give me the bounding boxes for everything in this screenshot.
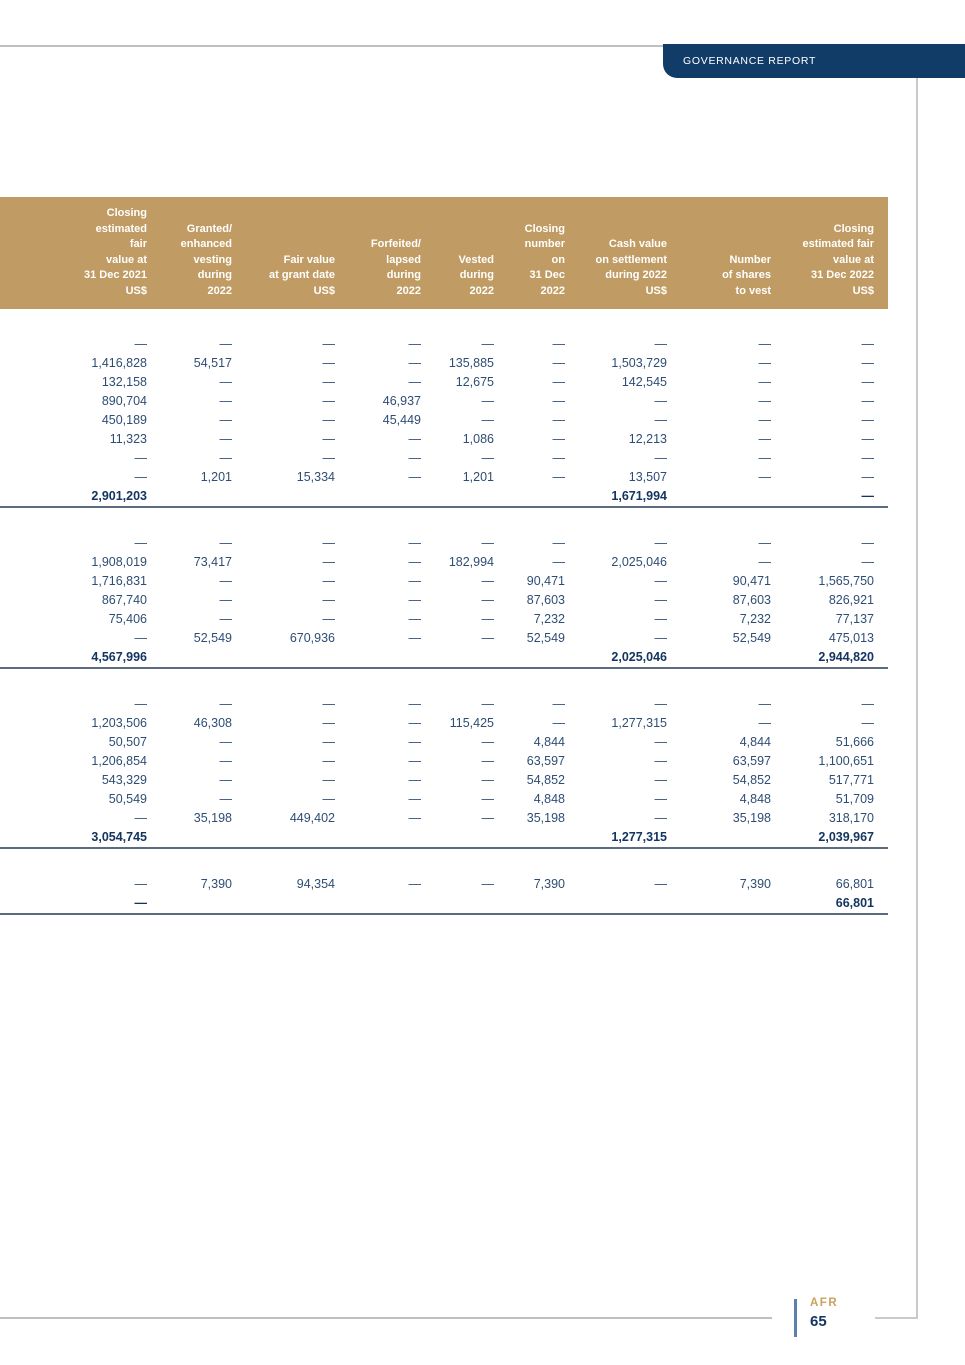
table-cell bbox=[335, 828, 421, 848]
table-cell: — bbox=[861, 451, 874, 465]
table-cell: — bbox=[552, 536, 565, 550]
column-header: Forfeited/ lapsed during 2022 bbox=[335, 197, 421, 309]
table-cell: — bbox=[552, 555, 565, 569]
table-cell bbox=[667, 828, 771, 848]
table-cell: — bbox=[861, 536, 874, 550]
table-cell: — bbox=[861, 470, 874, 484]
table-cell: 2,025,046 bbox=[565, 648, 667, 668]
table-cell: — bbox=[552, 470, 565, 484]
table-cell: — bbox=[322, 356, 335, 370]
column-header: Closing number on 31 Dec 2022 bbox=[494, 197, 565, 309]
table-cell: — bbox=[552, 697, 565, 711]
table-cell: 4,844 bbox=[533, 735, 565, 749]
table-cell: 45,449 bbox=[382, 413, 421, 427]
table-cell: 1,086 bbox=[462, 432, 494, 446]
table-cell: 1,201 bbox=[462, 470, 494, 484]
table-cell: 132,158 bbox=[101, 375, 147, 389]
table-cell: — bbox=[322, 593, 335, 607]
table-cell: — bbox=[408, 792, 421, 806]
table-cell: — bbox=[861, 375, 874, 389]
table-cell: — bbox=[481, 754, 494, 768]
table-cell: — bbox=[322, 432, 335, 446]
column-header: Fair value at grant date US$ bbox=[232, 197, 335, 309]
table-cell: 90,471 bbox=[732, 574, 771, 588]
table-cell: — bbox=[654, 451, 667, 465]
table-row bbox=[0, 629, 888, 648]
table-cell: — bbox=[481, 394, 494, 408]
table-cell: — bbox=[322, 451, 335, 465]
table-cell: 449,402 bbox=[289, 811, 335, 825]
table-row bbox=[0, 875, 888, 894]
table-row bbox=[0, 449, 888, 468]
table-cell: — bbox=[219, 432, 232, 446]
footer-divider-left bbox=[0, 1317, 772, 1319]
table-cell: — bbox=[219, 574, 232, 588]
table-cell: 1,277,315 bbox=[611, 716, 667, 730]
table-cell: 35,198 bbox=[526, 811, 565, 825]
table-cell: — bbox=[481, 574, 494, 588]
table-cell: 1,908,019 bbox=[91, 555, 147, 569]
table-cell: — bbox=[654, 792, 667, 806]
table-cell: 63,597 bbox=[526, 754, 565, 768]
table-cell: 51,666 bbox=[835, 735, 874, 749]
section-total-row bbox=[0, 894, 888, 914]
table-body bbox=[0, 309, 888, 914]
table-cell bbox=[147, 894, 232, 914]
table-cell: — bbox=[408, 337, 421, 351]
table-cell: — bbox=[408, 536, 421, 550]
table-cell: 2,901,203 bbox=[0, 487, 147, 507]
table-cell: — bbox=[219, 612, 232, 626]
table-cell bbox=[232, 828, 335, 848]
table-cell bbox=[494, 648, 565, 668]
table-cell: — bbox=[861, 432, 874, 446]
table-cell: 7,232 bbox=[533, 612, 565, 626]
table-row bbox=[0, 335, 888, 354]
table-cell: 4,567,996 bbox=[0, 648, 147, 668]
table-cell: 52,549 bbox=[526, 631, 565, 645]
table-cell: 52,549 bbox=[193, 631, 232, 645]
table-cell: 7,232 bbox=[739, 612, 771, 626]
table-cell: — bbox=[552, 356, 565, 370]
table-cell: — bbox=[758, 716, 771, 730]
table-cell: 475,013 bbox=[828, 631, 874, 645]
footer-divider-right bbox=[875, 1317, 918, 1319]
table-cell: 2,039,967 bbox=[771, 828, 888, 848]
table-cell bbox=[147, 487, 232, 507]
table-cell: — bbox=[481, 735, 494, 749]
table-cell: 52,549 bbox=[732, 631, 771, 645]
table-cell: 135,885 bbox=[448, 356, 494, 370]
table-row bbox=[0, 752, 888, 771]
table-cell: 73,417 bbox=[193, 555, 232, 569]
table-cell: — bbox=[654, 697, 667, 711]
table-cell: — bbox=[654, 877, 667, 891]
spacer-cell bbox=[0, 668, 888, 695]
table-cell: — bbox=[322, 697, 335, 711]
table-cell: 2,025,046 bbox=[611, 555, 667, 569]
table-cell: — bbox=[552, 394, 565, 408]
header-row bbox=[0, 197, 888, 309]
page-number: 65 bbox=[810, 1313, 827, 1330]
table-cell bbox=[667, 487, 771, 507]
column-header: Cash value on settlement during 2022 US$ bbox=[565, 197, 667, 309]
right-page-border bbox=[916, 78, 918, 1318]
table-cell: 2,944,820 bbox=[771, 648, 888, 668]
table-cell bbox=[421, 487, 494, 507]
table-cell: — bbox=[219, 773, 232, 787]
table-cell bbox=[232, 648, 335, 668]
table-cell: — bbox=[654, 754, 667, 768]
table-cell: 75,406 bbox=[108, 612, 147, 626]
table-cell: — bbox=[408, 811, 421, 825]
table-cell: 87,603 bbox=[526, 593, 565, 607]
table-cell bbox=[667, 648, 771, 668]
spacer-cell bbox=[0, 309, 888, 335]
footer-report-label: AFR bbox=[810, 1297, 839, 1309]
table-cell: — bbox=[552, 337, 565, 351]
table-cell: — bbox=[654, 337, 667, 351]
table-cell: — bbox=[134, 877, 147, 891]
table-cell: — bbox=[219, 536, 232, 550]
table-cell: — bbox=[134, 697, 147, 711]
table-cell: — bbox=[654, 536, 667, 550]
table-cell: 1,206,854 bbox=[91, 754, 147, 768]
table-cell: 15,334 bbox=[296, 470, 335, 484]
table-cell: — bbox=[481, 413, 494, 427]
table-cell: — bbox=[219, 375, 232, 389]
table-row bbox=[0, 534, 888, 553]
table-cell: 890,704 bbox=[101, 394, 147, 408]
table-cell: — bbox=[861, 555, 874, 569]
table-cell: 35,198 bbox=[193, 811, 232, 825]
table-cell: 13,507 bbox=[628, 470, 667, 484]
table-cell: — bbox=[408, 754, 421, 768]
table-cell: — bbox=[654, 574, 667, 588]
table-row bbox=[0, 430, 888, 449]
table-cell: 51,709 bbox=[835, 792, 874, 806]
section-total-row bbox=[0, 487, 888, 507]
table-cell: 826,921 bbox=[828, 593, 874, 607]
column-header: Vested during 2022 bbox=[421, 197, 494, 309]
table-cell: — bbox=[758, 375, 771, 389]
table-cell: — bbox=[654, 811, 667, 825]
table-cell bbox=[232, 894, 335, 914]
table-cell: — bbox=[0, 894, 147, 914]
table-cell: — bbox=[481, 811, 494, 825]
table-cell: 87,603 bbox=[732, 593, 771, 607]
table-cell: — bbox=[481, 697, 494, 711]
table-cell: — bbox=[408, 697, 421, 711]
table-cell: — bbox=[408, 451, 421, 465]
table-cell: — bbox=[481, 337, 494, 351]
table-cell: 670,936 bbox=[289, 631, 335, 645]
table-row bbox=[0, 733, 888, 752]
table-cell: 54,517 bbox=[193, 356, 232, 370]
table-cell: 1,201 bbox=[200, 470, 232, 484]
table-cell: — bbox=[322, 773, 335, 787]
table-cell: — bbox=[219, 451, 232, 465]
table-cell: 66,801 bbox=[835, 877, 874, 891]
table-cell: — bbox=[219, 413, 232, 427]
table-cell: 54,852 bbox=[732, 773, 771, 787]
table-cell: 12,675 bbox=[455, 375, 494, 389]
table-cell: 1,416,828 bbox=[91, 356, 147, 370]
table-cell: — bbox=[408, 877, 421, 891]
table-cell: — bbox=[134, 337, 147, 351]
table-cell: 1,503,729 bbox=[611, 356, 667, 370]
table-cell bbox=[147, 828, 232, 848]
table-cell: — bbox=[771, 487, 888, 507]
table-cell: — bbox=[861, 697, 874, 711]
table-row bbox=[0, 809, 888, 828]
table-cell: — bbox=[322, 574, 335, 588]
table-cell: 11,323 bbox=[109, 432, 147, 446]
table-cell: — bbox=[408, 555, 421, 569]
table-cell: — bbox=[322, 612, 335, 626]
table-cell: — bbox=[322, 792, 335, 806]
table-cell: 12,213 bbox=[628, 432, 667, 446]
table-cell bbox=[335, 894, 421, 914]
table-row bbox=[0, 610, 888, 629]
table-cell: 46,308 bbox=[193, 716, 232, 730]
spacer-cell bbox=[0, 848, 888, 875]
table-cell bbox=[667, 894, 771, 914]
table-row bbox=[0, 790, 888, 809]
table-cell: — bbox=[408, 773, 421, 787]
table-cell: — bbox=[481, 877, 494, 891]
footer-accent-bar bbox=[794, 1299, 797, 1337]
table-cell: 3,054,745 bbox=[0, 828, 147, 848]
section-spacer bbox=[0, 507, 888, 534]
table-cell: 94,354 bbox=[296, 877, 335, 891]
table-cell: — bbox=[408, 631, 421, 645]
table-cell: 867,740 bbox=[101, 593, 147, 607]
table-cell: — bbox=[758, 555, 771, 569]
table-cell: — bbox=[408, 470, 421, 484]
table-row bbox=[0, 392, 888, 411]
table-cell: — bbox=[481, 536, 494, 550]
section-total-row bbox=[0, 648, 888, 668]
table-cell: 4,848 bbox=[739, 792, 771, 806]
table-cell: — bbox=[758, 413, 771, 427]
table-cell: — bbox=[408, 375, 421, 389]
table-cell: — bbox=[758, 697, 771, 711]
table-cell bbox=[565, 894, 667, 914]
table-cell: — bbox=[654, 394, 667, 408]
table-row bbox=[0, 354, 888, 373]
table-cell: — bbox=[134, 536, 147, 550]
table-cell: — bbox=[654, 612, 667, 626]
table-cell: 7,390 bbox=[200, 877, 232, 891]
table-cell: — bbox=[408, 612, 421, 626]
table-cell bbox=[494, 487, 565, 507]
table-cell bbox=[421, 828, 494, 848]
table-cell: 63,597 bbox=[732, 754, 771, 768]
table-cell: — bbox=[758, 356, 771, 370]
table-cell: — bbox=[134, 451, 147, 465]
table-header bbox=[0, 197, 888, 309]
table-cell: 517,771 bbox=[828, 773, 874, 787]
column-header: Number of shares to vest bbox=[667, 197, 771, 309]
table-cell: — bbox=[481, 612, 494, 626]
table-cell: — bbox=[654, 735, 667, 749]
table-cell: — bbox=[322, 394, 335, 408]
table-cell: — bbox=[322, 536, 335, 550]
table-cell: — bbox=[322, 337, 335, 351]
table-cell: 1,100,651 bbox=[818, 754, 874, 768]
spacer-cell bbox=[0, 507, 888, 534]
section-spacer bbox=[0, 668, 888, 695]
table-row bbox=[0, 695, 888, 714]
table-cell: — bbox=[322, 735, 335, 749]
table-cell: — bbox=[481, 593, 494, 607]
table-cell: 50,549 bbox=[108, 792, 147, 806]
table-cell: 142,545 bbox=[621, 375, 667, 389]
table-cell: — bbox=[408, 574, 421, 588]
table-cell: — bbox=[552, 413, 565, 427]
table-cell: — bbox=[552, 716, 565, 730]
table-cell: — bbox=[758, 451, 771, 465]
table-row bbox=[0, 572, 888, 591]
table-cell: 1,671,994 bbox=[565, 487, 667, 507]
table-cell: — bbox=[322, 555, 335, 569]
table-cell: 318,170 bbox=[828, 811, 874, 825]
table-cell bbox=[494, 828, 565, 848]
table-cell: 77,137 bbox=[835, 612, 874, 626]
table-cell: — bbox=[408, 356, 421, 370]
table-cell: — bbox=[219, 697, 232, 711]
table-cell: 543,329 bbox=[101, 773, 147, 787]
column-header: Closing estimated fair value at 31 Dec 2021 US$ bbox=[0, 197, 147, 309]
top-divider bbox=[0, 45, 666, 47]
table-cell: — bbox=[758, 536, 771, 550]
table-cell: — bbox=[654, 631, 667, 645]
table-cell: 90,471 bbox=[526, 574, 565, 588]
table-cell bbox=[335, 648, 421, 668]
table-cell bbox=[232, 487, 335, 507]
table-cell: — bbox=[219, 754, 232, 768]
table-cell: — bbox=[861, 337, 874, 351]
table-cell: — bbox=[134, 470, 147, 484]
table-cell: 1,716,831 bbox=[91, 574, 147, 588]
table-cell: 1,277,315 bbox=[565, 828, 667, 848]
table-cell: 1,565,750 bbox=[818, 574, 874, 588]
table-cell: — bbox=[322, 413, 335, 427]
table-cell: 35,198 bbox=[732, 811, 771, 825]
table-cell: — bbox=[322, 716, 335, 730]
table-cell: — bbox=[219, 735, 232, 749]
table-cell: — bbox=[861, 356, 874, 370]
table-cell bbox=[421, 894, 494, 914]
table-cell: — bbox=[552, 375, 565, 389]
table-cell: — bbox=[322, 375, 335, 389]
table-cell: 7,390 bbox=[533, 877, 565, 891]
table-cell bbox=[421, 648, 494, 668]
table-row bbox=[0, 771, 888, 790]
table-cell bbox=[147, 648, 232, 668]
table-cell: 54,852 bbox=[526, 773, 565, 787]
table-cell: 46,937 bbox=[382, 394, 421, 408]
table-cell: 450,189 bbox=[101, 413, 147, 427]
table-cell: — bbox=[134, 631, 147, 645]
table-row bbox=[0, 468, 888, 487]
table-cell: — bbox=[408, 735, 421, 749]
table-cell: 4,848 bbox=[533, 792, 565, 806]
table-cell: 7,390 bbox=[739, 877, 771, 891]
table-cell: — bbox=[408, 716, 421, 730]
column-header: Granted/ enhanced vesting during 2022 bbox=[147, 197, 232, 309]
governance-report-tab bbox=[663, 44, 965, 78]
table-row bbox=[0, 591, 888, 610]
table-row bbox=[0, 553, 888, 572]
table-cell: — bbox=[654, 413, 667, 427]
vesting-table bbox=[0, 197, 888, 915]
table-cell: — bbox=[758, 337, 771, 351]
table-cell: — bbox=[758, 470, 771, 484]
vesting-table-container bbox=[0, 197, 888, 915]
table-cell: — bbox=[134, 811, 147, 825]
table-cell: — bbox=[481, 792, 494, 806]
table-row bbox=[0, 714, 888, 733]
table-cell bbox=[494, 894, 565, 914]
table-cell: — bbox=[552, 432, 565, 446]
table-cell: — bbox=[481, 773, 494, 787]
table-cell: — bbox=[758, 394, 771, 408]
table-cell: 115,425 bbox=[449, 716, 494, 730]
table-cell: — bbox=[481, 631, 494, 645]
table-cell: — bbox=[654, 773, 667, 787]
section-total-row bbox=[0, 828, 888, 848]
table-cell: 4,844 bbox=[739, 735, 771, 749]
governance-report-tab-label: GOVERNANCE REPORT bbox=[683, 55, 817, 67]
table-cell: 182,994 bbox=[448, 555, 494, 569]
table-cell: 50,507 bbox=[108, 735, 147, 749]
table-cell: — bbox=[322, 754, 335, 768]
table-cell: — bbox=[408, 432, 421, 446]
table-cell: — bbox=[481, 451, 494, 465]
table-row bbox=[0, 373, 888, 392]
table-cell: 1,203,506 bbox=[91, 716, 147, 730]
table-cell: — bbox=[219, 394, 232, 408]
table-cell: — bbox=[219, 337, 232, 351]
table-cell: — bbox=[654, 593, 667, 607]
table-cell: — bbox=[219, 792, 232, 806]
table-cell: — bbox=[219, 593, 232, 607]
table-cell: — bbox=[552, 451, 565, 465]
section-spacer bbox=[0, 848, 888, 875]
table-cell: — bbox=[861, 413, 874, 427]
table-cell: — bbox=[758, 432, 771, 446]
table-cell: — bbox=[861, 716, 874, 730]
column-header: Closing estimated fair value at 31 Dec 2022 US$ bbox=[771, 197, 888, 309]
table-cell bbox=[335, 487, 421, 507]
table-cell: — bbox=[408, 593, 421, 607]
table-row bbox=[0, 411, 888, 430]
section-spacer bbox=[0, 309, 888, 335]
table-cell: 66,801 bbox=[771, 894, 888, 914]
table-cell: — bbox=[861, 394, 874, 408]
